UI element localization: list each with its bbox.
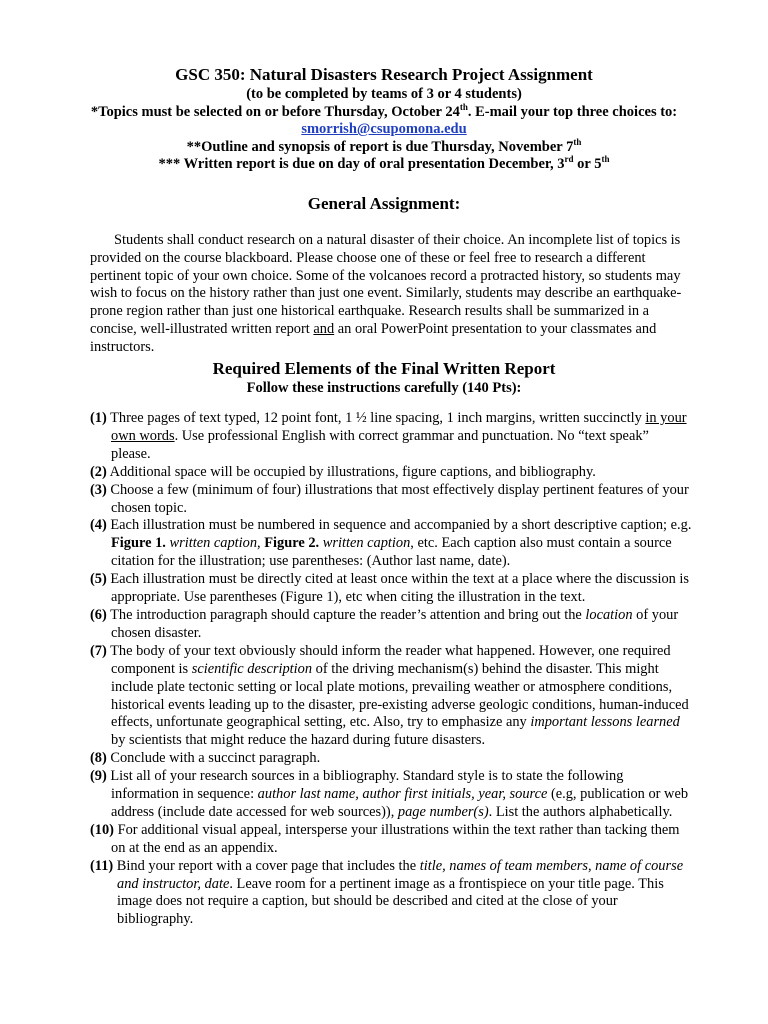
instructor-email-link[interactable]: smorrish@csupomona.edu xyxy=(301,121,467,137)
topics-deadline: *Topics must be selected on or before Thursday, October 24th. E-mail your top three choices to: xyxy=(90,101,678,120)
required-elements-heading: Required Elements of the Final Written Report xyxy=(212,359,556,378)
instructions-subheading: Follow these instructions carefully (140 Pts): xyxy=(246,380,522,396)
list-item: (1) Three pages of text typed, 12 point font, 1 ½ line spacing, 1 inch margins, written succinctly in your own words. Use professional English with correct grammar and punctuation. No “text speak” please. xyxy=(90,410,687,462)
list-item: (5) Each illustration must be directly cited at least once within the text at a place where the discussion is appropriate. Use parentheses (Figure 1), etc when citing the illustration in the text. xyxy=(90,571,690,606)
team-size-note: (to be completed by teams of 3 or 4 students) xyxy=(246,86,522,102)
list-item: (3) Choose a few (minimum of four) illustrations that most effectively display pertinent features of your chosen topic. xyxy=(90,481,689,516)
document-header xyxy=(60,64,708,174)
list-item: (11) Bind your report with a cover page that includes the title, names of team members, name of course and instructor, date. Leave room for a pertinent image as a frontispiece on your title page. This image does not require a caption, but should be described and cited at the close of your bibliography. xyxy=(90,857,684,928)
list-item: (7) The body of your text obviously should inform the reader what happened. However, one required component is scientific description of the driving mechanism(s) behind the disaster. This might include plate tectonic setting or local plate motions, prevailing weather or atmosphere conditions, historical events leading up to the disaster, pre-existing adverse geologic conditions, human-induced effects, unfortunate geographical setting, etc. Also, try to emphasize any important lessons learned by scientists that might reduce the hazard during future disasters. xyxy=(90,642,689,749)
list-item: (10) For additional visual appeal, intersperse your illustrations within the text rather than tacking them on at the end as an appendix. xyxy=(90,821,680,856)
requirements-list xyxy=(90,410,730,929)
report-deadline: *** Written report is due on day of oral presentation December, 3rd or 5th xyxy=(158,154,610,172)
list-item: (8) Conclude with a succinct paragraph. xyxy=(90,750,321,767)
general-assignment-paragraph: Students shall conduct research on a natural disaster of their choice. An incomplete list of topics is provided on the course blackboard. Please choose one of these or feel free to research a different pertinent topic of your own choice. Some of the volcanoes record a protracted history, so students may wish to focus on the history rather than just one event. Similarly, students may describe an earthquake- prone region rather than just one historical earthquake. Research results shall be summarized in a concise, well-illustrated written report and an oral PowerPoint presentation to your classmates and instructors. xyxy=(90,232,682,355)
email-line xyxy=(60,121,708,139)
outline-deadline: **Outline and synopsis of report is due Thursday, November 7th xyxy=(186,136,582,155)
list-item: (6) The introduction paragraph should capture the reader’s attention and bring out the location of your chosen disaster. xyxy=(90,606,679,641)
list-item: (2) Additional space will be occupied by illustrations, figure captions, and bibliography. xyxy=(90,463,596,480)
list-item: (4) Each illustration must be numbered in sequence and accompanied by a short descriptive caption; e.g. Figure 1. written caption, Figure 2. written caption, etc. Each caption also must contain a source citation for the illustration; use parentheses: (Author last name, date). xyxy=(90,517,692,570)
list-item: (9) List all of your research sources in a bibliography. Standard style is to state the following information in sequence: author last name, author first initials, year, source (e.g, publication or web address (include date accessed for web sources)), page number(s). List the authors alphabetically. xyxy=(90,768,689,820)
document-title: GSC 350: Natural Disasters Research Project Assignment xyxy=(175,65,593,84)
general-assignment-heading: General Assignment: xyxy=(307,194,461,213)
